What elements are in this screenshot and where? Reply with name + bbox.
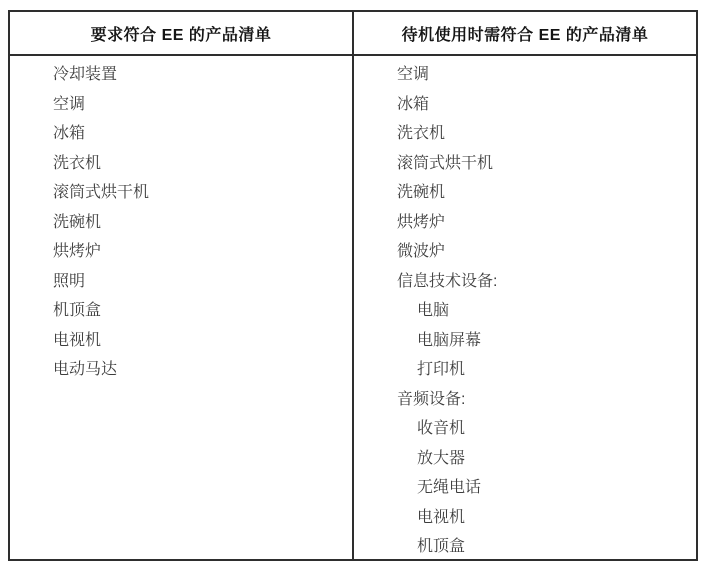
list-item: 滚筒式烘干机 [53,184,150,201]
list-item: 洗衣机 [53,154,102,172]
list-item: 洗衣机 [397,125,446,142]
list-item: 烘烤炉 [53,243,102,260]
list-item: 电视机 [53,331,102,349]
list-item: 机顶盒 [417,538,466,555]
list-item: 机顶盒 [53,302,102,319]
list-item: 音频设备: [397,390,466,408]
table-header-row [10,12,696,56]
list-item: 打印机 [417,361,466,378]
list-item: 电动马达 [53,361,118,378]
list-item: 空调 [53,95,86,113]
list-item: 冰箱 [397,95,430,113]
list-item: 空调 [397,66,430,83]
list-item: 烘烤炉 [397,213,446,231]
list-item: 冷却装置 [53,66,118,83]
product-compliance-table [8,10,698,561]
list-item: 收音机 [417,420,466,437]
list-item: 滚筒式烘干机 [397,154,494,172]
table-body-row [10,56,696,559]
column-header-standby-ee: 待机使用时需符合 EE 的产品清单 [401,26,649,44]
list-item: 放大器 [417,449,466,467]
column-header-required-ee: 要求符合 EE 的产品清单 [10,12,354,54]
list-item: 洗碗机 [53,213,102,231]
list-item: 无绳电话 [417,479,482,496]
list-item: 信息技术设备: [397,272,498,290]
list-item: 冰箱 [53,125,86,142]
standby-ee-products-list [354,56,696,559]
required-ee-products-list [10,56,354,559]
list-item: 电脑 [417,302,450,319]
list-item: 微波炉 [397,243,446,260]
list-item: 洗碗机 [397,184,446,201]
list-item: 照明 [53,272,86,290]
list-item: 电视机 [417,508,466,526]
list-item: 电脑屏幕 [417,331,482,349]
